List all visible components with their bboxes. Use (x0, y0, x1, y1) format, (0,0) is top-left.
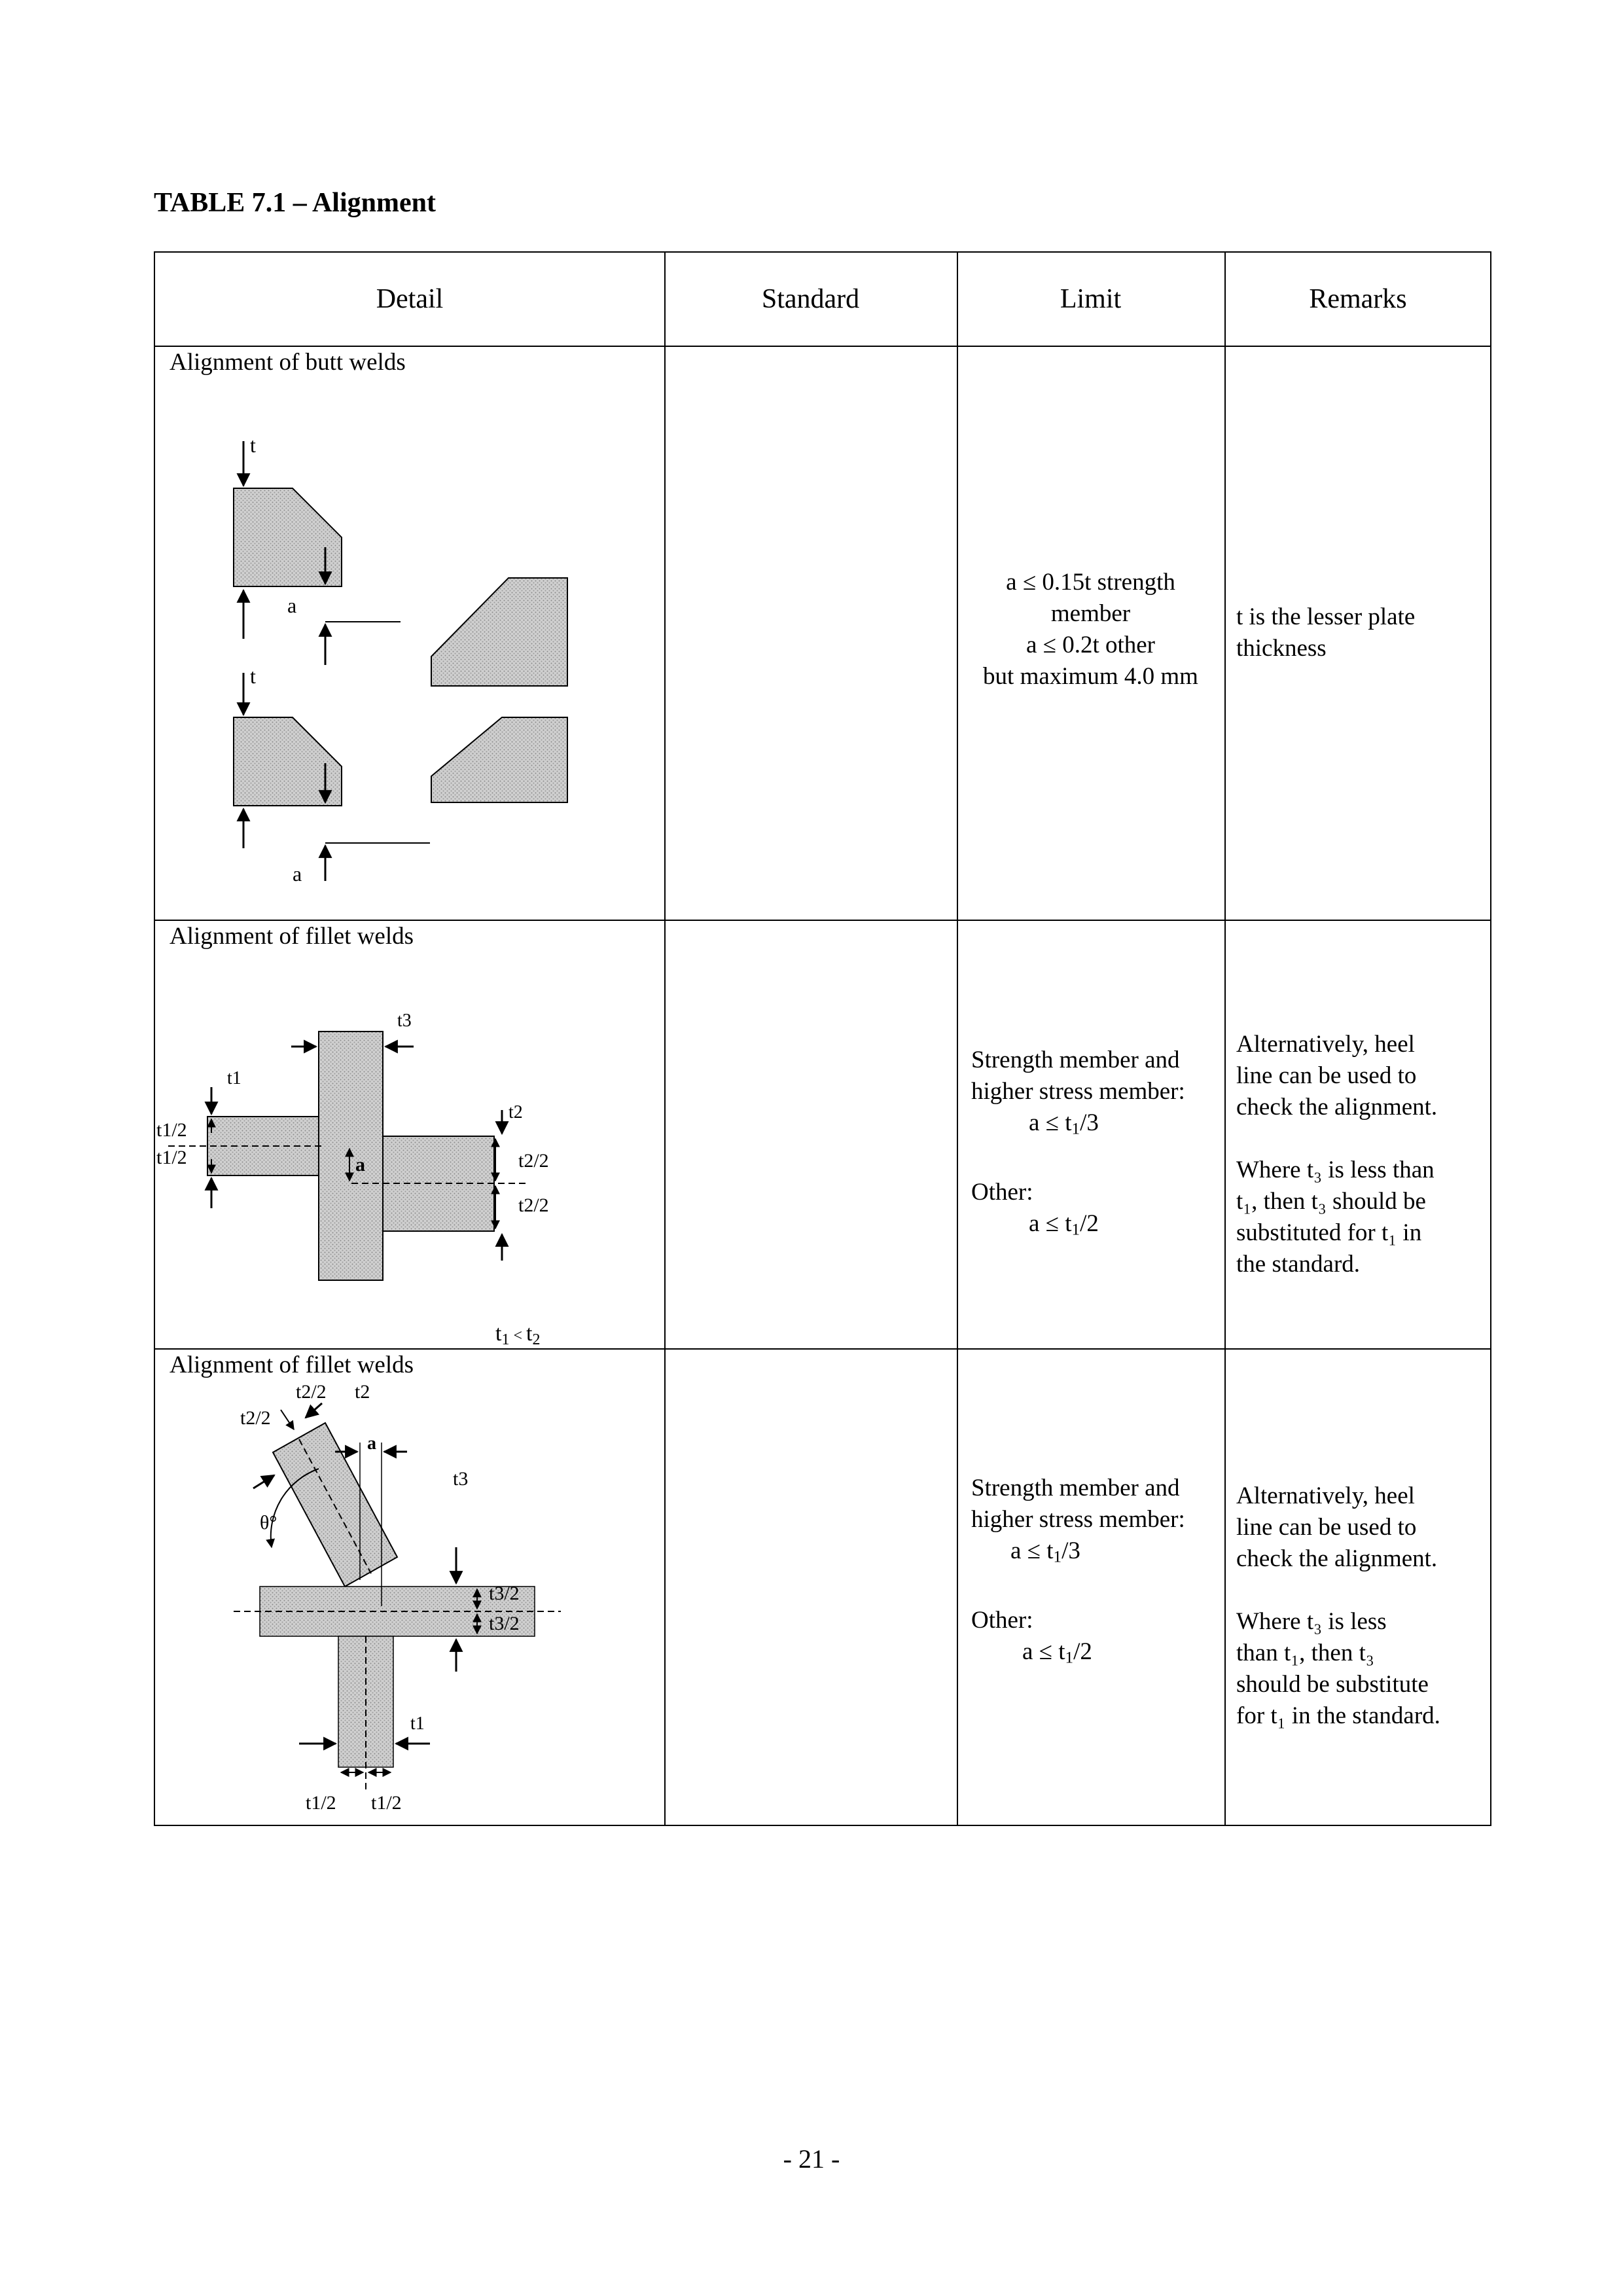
limit-formula-2 (971, 1636, 1185, 1674)
butt-weld-diagram (221, 423, 613, 894)
limit-other: Other: (971, 1178, 1033, 1206)
limit-formula-1 (971, 1535, 1185, 1573)
formula-tail: /2 (1073, 1638, 1092, 1665)
label-t3: t3 (453, 1468, 469, 1490)
detail-butt-welds: Alignment of butt welds (169, 349, 406, 376)
label-t3: t3 (397, 1012, 412, 1031)
label-t1-half: t1/2 (306, 1792, 336, 1814)
limit-other: Other: (971, 1606, 1033, 1634)
limit-formula-2 (971, 1208, 1185, 1246)
column-divider (664, 253, 666, 1825)
remarks-line: than t₁, then t₃ (1236, 1640, 1374, 1666)
formula-sub: 1 (1065, 1649, 1074, 1667)
remarks-line: line can be used to (1236, 1062, 1417, 1089)
alignment-table (154, 251, 1491, 1826)
remarks-line: should be substitute (1236, 1671, 1429, 1698)
fillet-weld-inclined-diagram (221, 1384, 613, 1816)
limit-line: Strength member and (971, 1475, 1180, 1501)
remarks-line: the standard. (1236, 1251, 1361, 1278)
detail-fillet-welds-2: Alignment of fillet welds (169, 1352, 414, 1378)
remarks-fillet-welds-2 (1236, 1480, 1440, 1732)
label-theta: θ° (260, 1512, 277, 1534)
remarks-line: check the alignment. (1236, 1545, 1438, 1572)
label-t2-half: t2/2 (518, 1194, 549, 1216)
plate-t2-inclined (273, 1423, 397, 1587)
page-number: - 21 - (783, 2144, 840, 2174)
limit-fillet-welds-2 (971, 1473, 1185, 1674)
remarks-line: Alternatively, heel (1236, 1031, 1415, 1058)
column-divider (1224, 253, 1226, 1825)
limit-fillet-welds-1 (971, 1045, 1185, 1246)
dim-arrow (253, 1475, 274, 1488)
label-t2-half: t2/2 (296, 1384, 327, 1403)
dim-arrow (306, 1403, 322, 1418)
remarks-line: thickness (1236, 635, 1327, 662)
remarks-line: line can be used to (1236, 1514, 1417, 1541)
label-t3-half: t3/2 (489, 1583, 520, 1604)
remarks-line: Where t₃ is less than (1236, 1157, 1435, 1183)
formula-tail: /3 (1061, 1537, 1080, 1564)
limit-line: Strength member and (971, 1047, 1180, 1073)
limit-line: higher stress member: (971, 1078, 1185, 1105)
label-a: a (287, 594, 297, 617)
formula-text: a ≤ t (1029, 1210, 1072, 1237)
label-t2: t2 (355, 1384, 370, 1403)
label-t1-half: t1/2 (156, 1147, 187, 1168)
label-t2-half: t2/2 (240, 1407, 271, 1429)
remarks-line: check the alignment. (1236, 1094, 1438, 1121)
fillet-weld-cruciform-diagram (155, 1012, 652, 1352)
detail-fillet-welds-1: Alignment of fillet welds (169, 923, 414, 950)
label-a: a (355, 1154, 365, 1175)
label-t1: t1 (227, 1068, 241, 1088)
limit-line: a ≤ 0.2t other (1026, 632, 1156, 658)
formula-tail: /2 (1080, 1210, 1099, 1237)
formula-text: a ≤ t (1022, 1638, 1065, 1665)
label-a: a (293, 862, 302, 886)
limit-line: higher stress member: (971, 1506, 1185, 1533)
label-t3-half: t3/2 (489, 1613, 520, 1634)
label-a: a (367, 1433, 376, 1454)
remarks-line: Alternatively, heel (1236, 1482, 1415, 1509)
formula-tail: /3 (1080, 1109, 1099, 1136)
limit-formula-1 (971, 1107, 1185, 1145)
formula-sub: 1 (1071, 1120, 1080, 1138)
header-detail: Detail (376, 284, 444, 314)
remarks-line: t is the lesser plate (1236, 603, 1416, 630)
limit-line: but maximum 4.0 mm (983, 663, 1198, 690)
label-t2: t2 (508, 1102, 523, 1122)
formula-sub: 1 (1071, 1221, 1080, 1239)
label-t1-half: t1/2 (156, 1119, 187, 1141)
remarks-fillet-welds-1 (1236, 1029, 1437, 1280)
label-t: t (250, 664, 256, 688)
limit-line: member (1050, 600, 1131, 627)
plate-right (431, 717, 567, 802)
label-t2-half: t2/2 (518, 1150, 549, 1172)
header-remarks: Remarks (1309, 284, 1407, 314)
label-t1-half: t1/2 (371, 1792, 402, 1814)
remarks-line: substituted for t₁ in (1236, 1219, 1422, 1246)
label-t: t (250, 433, 256, 457)
remarks-line: t₁, then t₃ should be (1236, 1188, 1426, 1215)
header-limit: Limit (1060, 284, 1122, 314)
remarks-line: Where t₃ is less (1236, 1608, 1387, 1635)
formula-text: a ≤ t (1029, 1109, 1072, 1136)
formula-text: a ≤ t (1010, 1537, 1054, 1564)
column-divider (957, 253, 958, 1825)
condition-t1-lt-t2: t1 < t2 (495, 1321, 541, 1348)
plate-t3 (319, 1031, 383, 1280)
remarks-butt-welds (1236, 601, 1480, 664)
remarks-line: for t₁ in the standard. (1236, 1702, 1440, 1729)
label-t1: t1 (410, 1713, 425, 1734)
formula-sub: 1 (1053, 1548, 1062, 1566)
page-title: TABLE 7.1 – Alignment (154, 188, 436, 218)
dim-arrow (281, 1410, 294, 1429)
header-standard: Standard (761, 284, 860, 314)
plate-right (431, 578, 567, 686)
limit-line: a ≤ 0.15t strength (1006, 569, 1175, 596)
limit-butt-welds (958, 567, 1223, 692)
